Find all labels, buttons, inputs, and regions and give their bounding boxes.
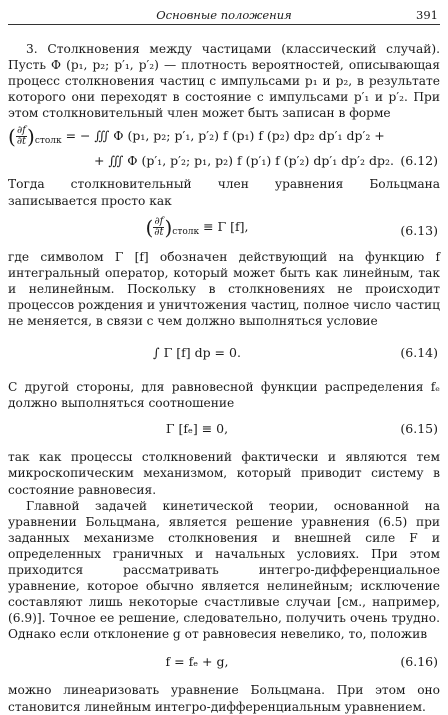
- paragraph-5: так как процессы столкновений фактически и являются тем микроскопическим механизмом, который приводит систему в состояние равновесия.: [8, 450, 440, 497]
- equation-6-15: Γ [fₑ] ≡ 0, (6.15): [165, 421, 438, 437]
- equation-6-14: ∫ Γ [f] dp = 0. (6.14): [153, 345, 438, 361]
- equation-6-13: ( $\frac{\partial f}{\partial t}$ )$_{столк} \equiv \Gamma$ [f], (6.13): [145, 215, 438, 240]
- paragraph-3: где символом Γ [f] обозначен действующий на функцию f интегральный оператор, который может быть как линейным, так и нелинейным. Поскольку в столкновениях не происходит процессов рождения и уничтожения частиц, полное число частиц не меняется, в связи с чем должно выполняться условие: [8, 249, 440, 329]
- paragraph-1: 3. Столкновения между частицами (классический случай). Пусть Φ (p₁, p₂; p′₁, p′₂) — плотность вероятностей, описывающая процесс столкновения частиц с импульсами p₁ и p₂, в результате которого они переходят в состояние с импульсами p′₁ и p′₂. При этом столкновительный член может быть записан в форме: [8, 42, 440, 121]
- page-number: 391: [416, 8, 438, 22]
- equation-6-16: f = fₑ + g, (6.16): [165, 654, 438, 670]
- running-header: [8, 6, 440, 25]
- equation-6-12-line-2: + ∭ Φ (p′₁, p′₂; p₁, p₂) f (p′₁) f (p′₂) dp′₁ dp′₂ dp₂. (6.12): [8, 151, 440, 173]
- page: [8, 6, 440, 715]
- paragraph-2: Тогда столкновительный член уравнения Больцмана записывается просто как: [8, 177, 440, 208]
- equation-number: (6.12): [400, 153, 438, 169]
- paragraph-6: Главной задачей кинетической теории, основанной на уравнении Больцмана, является решение уравнения (6.5) при заданных механизме столкновения и внешней силе F и определенных граничных и начальных условиях. При этом приходится рассматривать интегро-дифференциальное уравнение, которое обычно является нелинейным; исключение составляют лишь некоторые счастливые случаи [см., например, (6.9)]. Точное ее решение, следовательно, получить очень трудно. Однако если отклонение g от равновесия невелико, то, положив: [8, 498, 440, 642]
- paragraph-7: можно линеаризовать уравнение Больцмана. При этом оно становится линейным интегро-дифференциальным уравнением.: [8, 683, 440, 714]
- lhs-fraction: $\frac{\partial f}{\partial t}$: [16, 125, 27, 148]
- paragraph-4: С другой стороны, для равновесной функции распределения fₑ должно выполняться соотношение: [8, 380, 440, 411]
- equation-6-12-line-1: ( $\frac{\partial f}{\partial t}$ )$_{столк}$ = − ∭ Φ (p₁, p₂; p′₁, p′₂) f (p₁) f (p₂) dp₂ dp′₁ dp′₂ +: [8, 124, 385, 149]
- running-title: Основные положения: [156, 8, 292, 22]
